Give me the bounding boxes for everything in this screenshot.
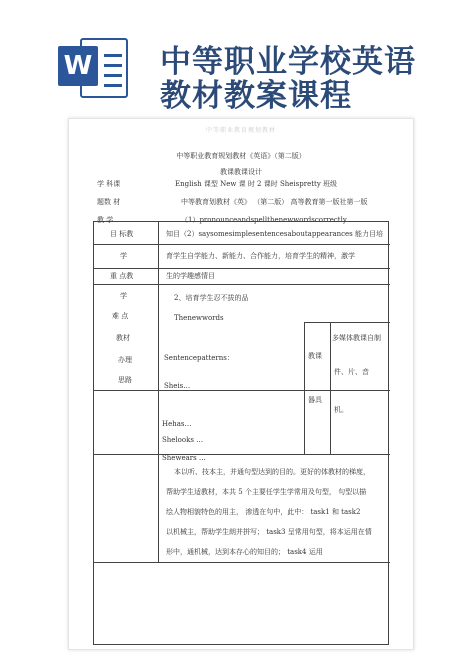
document-page	[68, 118, 414, 650]
teaching-tool-label: 教课	[308, 352, 322, 360]
paragraph-line-3: 绘人物相貌特色的用主， 渗透在句中，此中： task1 和 task2	[166, 508, 361, 516]
process-label: 办理	[118, 356, 132, 364]
table-rule	[304, 322, 390, 323]
machine-text: 机。	[334, 406, 348, 414]
word-document-icon	[58, 36, 134, 100]
table-rule	[94, 454, 390, 455]
table-rule	[94, 268, 390, 269]
word-letter-icon: W	[58, 46, 98, 86]
idea-label: 思路	[118, 376, 132, 384]
goal-label: 目 标教	[110, 230, 134, 238]
banner-title-line2: 教材教案课程	[160, 78, 352, 114]
topic-text: 中等教育划教材《英》 （第二版） 高等教育第一版社第一版	[181, 198, 368, 206]
sentence-patterns-text: Sentencepatterns：	[164, 354, 234, 362]
goal-text: 知目（2）saysomesimplesentencesaboutappearances 能力目培	[166, 230, 384, 238]
key-point-label: 重 点教	[110, 272, 134, 280]
table-rule	[94, 244, 390, 245]
paragraph-line-5: 形中，通机械，达到本存心的知目的； task4 运用	[166, 548, 323, 556]
topic-label: 题数 材	[97, 198, 121, 206]
table-rule	[158, 222, 159, 562]
paragraph-line-1: 本以听、技本主，并通句型达到的目的。更好的体教材的梯度，	[174, 468, 370, 476]
difficult-point-label: 难 点	[112, 312, 129, 320]
study-label: 学	[120, 292, 127, 300]
tool-text: 件、片、音	[334, 368, 369, 376]
lesson-plan-table	[93, 221, 389, 645]
she-wears-text: Shewears …	[162, 454, 206, 462]
document-subtitle: 教课教课设计	[220, 168, 262, 176]
page-header-faint: 中等职业教育规划教材	[205, 127, 276, 134]
document-title: 中等职业教育规划教材《英语》（第二版）	[176, 152, 306, 160]
table-rule	[94, 284, 390, 285]
teach-text: （1）pronounceandspellthenewwordscorrectly	[181, 216, 347, 224]
table-rule	[94, 390, 390, 391]
new-words-text: Thenewwords	[174, 314, 224, 322]
table-rule	[304, 322, 305, 454]
multimedia-text: 多媒体教课自制	[332, 334, 381, 342]
course-label: 学 科课	[97, 180, 121, 188]
learn-text: 育学生自学能力、新能力、合作能力，培育学生的精神，激学	[166, 252, 355, 260]
paragraph-line-4: 以机械主，帮助学生朗并拼写； task3 呈常用句型，将本运用在情	[166, 528, 372, 536]
table-rule	[330, 322, 331, 454]
shes-text: Sheis…	[164, 382, 191, 390]
he-has-text: Hehas…	[162, 420, 192, 428]
device-label: 器具	[308, 396, 322, 404]
paragraph-line-2: 帮助学生适教材，本共 5 个主要任学生学常用及句型， 句型以描	[166, 488, 367, 496]
banner	[0, 0, 474, 114]
learn-label: 学	[120, 252, 127, 260]
table-rule	[94, 562, 390, 563]
teach-label: 教 学	[97, 216, 114, 224]
study-text: 2、培育学生忍不拔的品	[174, 294, 249, 302]
course-text: English 课型 New 课 时 2 课时 Sheispretty 班级	[175, 180, 338, 188]
key-point-text: 生的学趣感情目	[166, 272, 215, 280]
she-looks-text: Shelooks …	[162, 436, 204, 444]
banner-title-line1: 中等职业学校英语	[160, 44, 416, 80]
material-label: 教材	[116, 334, 130, 342]
